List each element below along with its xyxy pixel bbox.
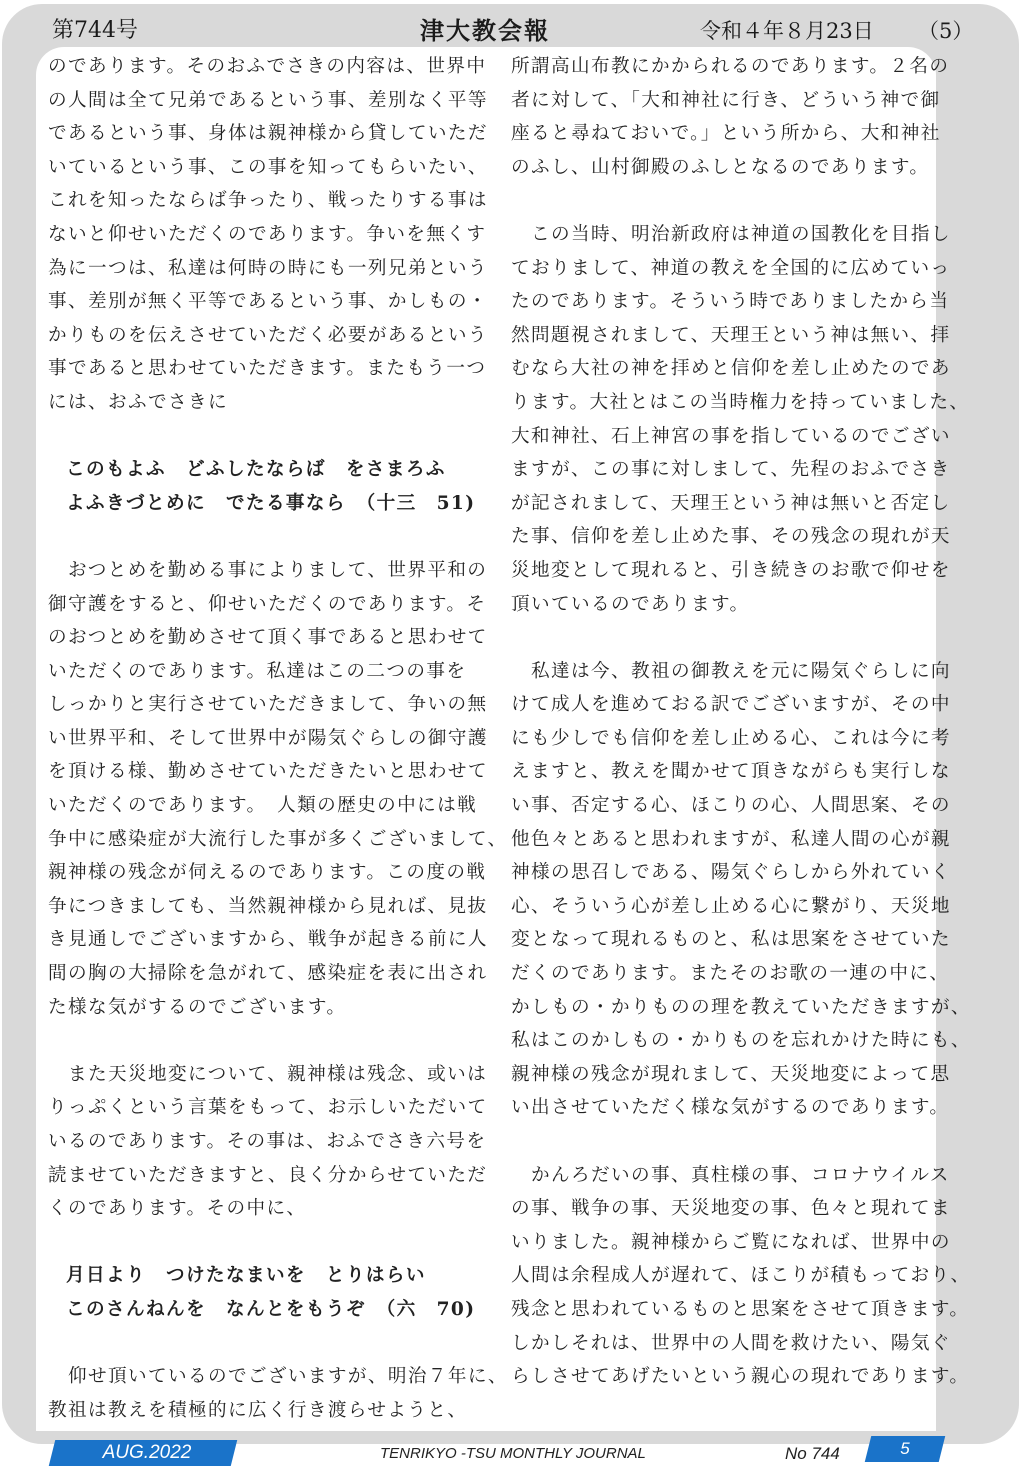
text-line: ないと仰せいただくのであります。争いを無くす (48, 223, 487, 245)
verse-line: このさんねんを なんとをもうぞ （六 70) (66, 1298, 476, 1320)
newsletter-title: 津大教会報 (420, 16, 550, 45)
text-line: にも少しでも信仰を差し止める心、これは今に考 (511, 727, 951, 749)
text-line: 頂いているのであります。 (511, 593, 750, 615)
text-line: 心、そういう心が差し止める心に繋がり、天災地 (511, 895, 951, 917)
text-line: を頂ける様、勤めさせていただきたいと思わせて (48, 761, 488, 783)
text-line: のおつとめを勤めさせて頂く事であると思わせて (48, 627, 488, 649)
text-line: き見通しでございますから、戦争が起きる前に人 (48, 929, 488, 951)
page-footer (0, 1436, 1023, 1476)
text-line: りっぷくという言葉をもって、お示しいただいて (48, 1097, 488, 1119)
right-column (511, 50, 971, 1394)
text-line: 他色々とあると思われますが、私達人間の心が親 (511, 828, 951, 850)
left-column (48, 50, 508, 1427)
text-line: 為に一つは、私達は何時の時にも一列兄弟という (48, 257, 488, 279)
text-line: 親神様の残念が現れまして、天災地変によって思 (511, 1063, 951, 1085)
verse-line: よふきづとめに でたる事なら （十三 51) (66, 492, 476, 514)
text-line: ておりまして、神道の教えを全国的に広めていっ (511, 257, 951, 279)
verse-block-1 (48, 453, 478, 520)
left-paragraph-2 (48, 554, 508, 1024)
text-line: 仰せ頂いているのでございますが、明治７年に、 (48, 1366, 508, 1388)
text-line: た事、信仰を差し止めた事、その残念の現れが天 (511, 526, 951, 548)
text-line: ります。大社とはこの当時権力を持っていました、 (511, 391, 970, 413)
text-line: 御守護をすると、仰せいただくのであります。そ (48, 593, 487, 615)
text-line: えますと、教えを聞かせて頂きながらも実行しな (511, 761, 951, 783)
text-line: らしさせてあげたいという親心の現れであります。 (511, 1366, 970, 1388)
text-line: だくのであります。またそのお歌の一連の中に、 (511, 963, 950, 985)
text-line: が記されまして、天理王という神は無いと否定し (511, 492, 951, 514)
text-line: 然問題視されまして、天理王という神は無い、拝 (511, 324, 951, 346)
text-line: 残念と思われているものと思案をさせて頂きます。 (511, 1298, 970, 1320)
text-line: 読ませていただきますと、良く分からせていただ (48, 1164, 488, 1186)
journal-name: TENRIKYO -TSU MONTHLY JOURNAL (380, 1445, 646, 1462)
footer-issue-number: No 744 (785, 1444, 840, 1463)
footer-month: AUG.2022 (102, 1442, 192, 1463)
text-line: のであります。そのおふでさきの内容は、世界中 (48, 56, 487, 77)
text-line: いただくのであります。私達はこの二つの事を (48, 660, 467, 682)
right-paragraph-2 (511, 218, 970, 621)
text-line: おつとめを勤める事によりまして、世界平和の (48, 559, 488, 581)
text-line: いりました。親神様からご覧になれば、世界中の (511, 1231, 951, 1253)
text-line: 教祖は教えを積極的に広く行き渡らせようと、 (48, 1399, 468, 1421)
text-line: 私はこのかしもの・かりものを忘れかけた時にも、 (511, 1030, 971, 1052)
text-line: 者に対して、「大和神社に行き、どういう神で御 (511, 89, 941, 111)
text-line: い世界平和、そして世界中が陽気ぐらしの御守護 (48, 727, 488, 749)
text-line: しかしそれは、世界中の人間を救けたい、陽気ぐ (511, 1332, 951, 1354)
text-line: い事、否定する心、ほこりの心、人間思案、その (511, 795, 951, 817)
left-paragraph-4 (48, 1360, 508, 1427)
text-line: 人間は余程成人が遅れて、ほこりが積もっており、 (511, 1265, 971, 1287)
text-line: かりものを伝えさせていただく必要があるという (48, 324, 488, 346)
text-line: くのであります。その中に、 (48, 1198, 307, 1220)
footer-page-number: 5 (900, 1439, 910, 1458)
text-line: いただくのであります。 人類の歴史の中には戦 (48, 795, 478, 817)
right-paragraph-3 (511, 655, 971, 1125)
text-line: た様な気がするのでございます。 (48, 996, 347, 1018)
text-line: 大和神社、石上神宮の事を指しているのでござい (511, 425, 951, 447)
text-line: 所謂高山布教にかかられるのであります。２名の (511, 56, 950, 77)
text-line: 親神様の残念が伺えるのであります。この度の戦 (48, 862, 487, 884)
left-paragraph-3 (48, 1058, 488, 1226)
text-line: には、おふでさきに (48, 391, 228, 413)
text-line: これを知ったならば争ったり、戦ったりする事は (48, 190, 488, 212)
text-line: ますが、この事に対しまして、先程のおふでさき (511, 459, 951, 481)
text-line: また天災地変について、親神様は残念、或いは (48, 1063, 488, 1085)
text-line: いているという事、この事を知ってもらいたい、 (48, 156, 488, 178)
right-paragraph-1 (511, 50, 950, 184)
header-page-number: （5） (918, 19, 974, 43)
text-line: 事、差別が無く平等であるという事、かしもの・ (48, 291, 488, 313)
text-line: かんろだいの事、真柱様の事、コロナウイルス (511, 1164, 950, 1186)
right-paragraph-4 (511, 1159, 971, 1394)
text-line: 間の胸の大掃除を急がれて、感染症を表に出され (48, 963, 488, 985)
text-line: 争につきましても、当然親神様から見れば、見抜 (48, 895, 488, 917)
text-line: のふし、山村御殿のふしとなるのであります。 (511, 156, 930, 178)
text-line: 神様の思召しである、陽気ぐらしから外れていく (511, 862, 951, 884)
text-line: いるのであります。その事は、おふでさき六号を (48, 1131, 487, 1152)
text-line: 争中に感染症が大流行した事が多くございまして、 (48, 828, 508, 850)
text-line: の事、戦争の事、天災地変の事、色々と現れてま (511, 1198, 951, 1220)
verse-line: 月日より つけたなまいを とりはらい (66, 1265, 426, 1287)
text-line: い出させていただく様な気がするのであります。 (511, 1097, 950, 1119)
text-line: この当時、明治新政府は神道の国教化を目指し (511, 223, 951, 245)
text-line: 災地変として現れると、引き続きのお歌で仰せを (511, 559, 951, 581)
text-line: であるという事、身体は親神様から貸していただ (48, 123, 488, 145)
verse-block-2 (48, 1259, 478, 1326)
text-line: しっかりと実行させていただきまして、争いの無 (48, 694, 488, 716)
issue-date: 令和４年８月23日 (700, 19, 874, 43)
text-line: の人間は全て兄弟であるという事、差別なく平等 (48, 89, 488, 111)
text-line: むなら大社の神を拝めと信仰を差し止めたのであ (511, 358, 951, 380)
text-line: けて成人を進めておる訳でございますが、その中 (511, 694, 951, 716)
text-line: たのであります。そういう時でありましたから当 (511, 291, 950, 313)
text-line: かしもの・かりものの理を教えていただきますが、 (511, 996, 971, 1018)
text-line: 変となって現れるものと、私は思案をさせていた (511, 929, 951, 951)
left-paragraph-1 (48, 50, 488, 420)
text-line: 事であると思わせていただきます。またもう一つ (48, 358, 487, 380)
text-line: 座ると尋ねておいで。」という所から、大和神社 (511, 123, 941, 145)
text-line: 私達は今、教祖の御教えを元に陽気ぐらしに向 (511, 660, 951, 682)
verse-line: このもよふ どふしたならば をさまろふ (66, 459, 446, 481)
issue-number: 第744号 (52, 18, 138, 43)
